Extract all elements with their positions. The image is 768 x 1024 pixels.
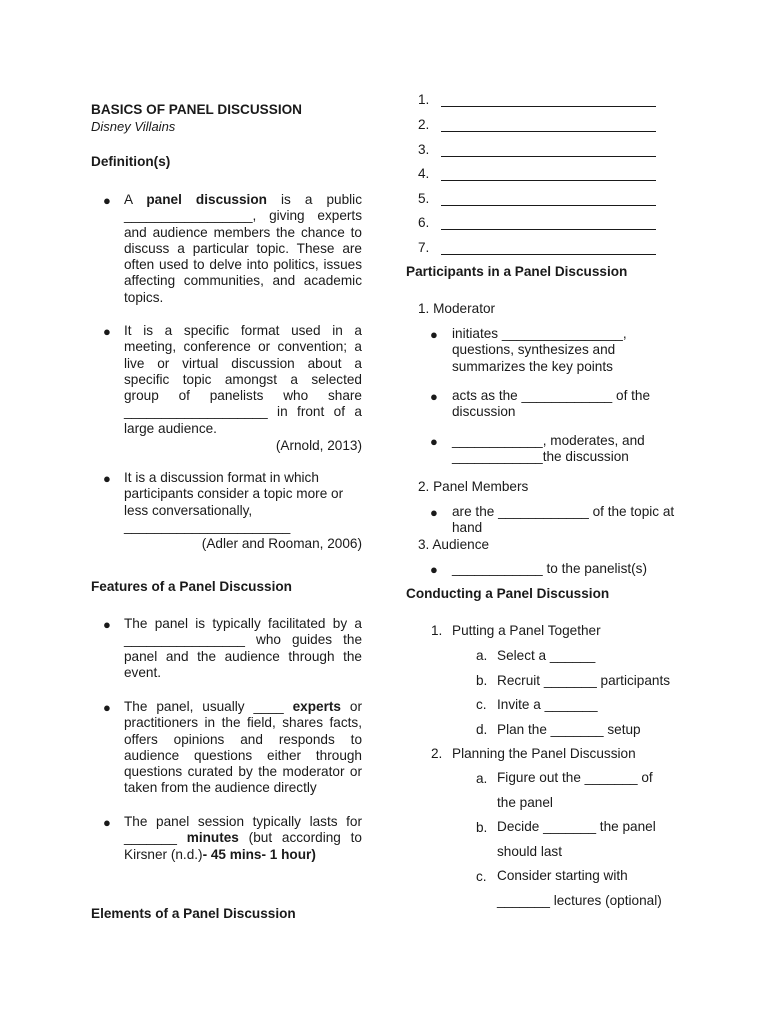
step-number: 1.	[431, 623, 443, 638]
bullet-icon: ●	[430, 562, 438, 577]
substep-letter: c.	[476, 697, 487, 712]
element-number: 4.	[418, 166, 430, 181]
citation: (Arnold, 2013)	[275, 438, 362, 453]
element-number: 2.	[418, 117, 430, 132]
answer-line	[441, 156, 656, 157]
panel-members-point: are the ____________ of the topic at hand	[452, 504, 675, 536]
feature-item-1: The panel is typically facilitated by a ________________ who guides the panel and the audience through the event.	[124, 616, 362, 680]
bullet-icon: ●	[103, 815, 111, 830]
definitions-heading: Definition(s)	[91, 154, 171, 169]
step-1-label: Putting a Panel Together	[452, 623, 601, 638]
definition-item-3: It is a discussion format in which participants consider a topic more or less conversationally, ______________________	[124, 470, 344, 534]
definition-item-2: It is a specific format used in a meeting, conference or convention; a live or virtual discussion about a specific topic amongst a selected group of panelists who share ___________________ in front of a large audience.	[124, 323, 362, 436]
substep-text: Invite a _______	[497, 697, 598, 712]
audience-label: 3. Audience	[418, 537, 490, 552]
answer-line	[441, 180, 656, 181]
panel-members-label: 2. Panel Members	[418, 479, 529, 494]
feature-item-2: The panel, usually ____ experts or practitioners in the field, shares facts, offers opinions and responds to audience questions either through questions curated by the moderator or taken from the audience directly	[124, 699, 362, 796]
bullet-icon: ●	[103, 324, 111, 339]
moderator-point-1: initiates ________________, questions, synthesizes and summarizes the key points	[452, 326, 627, 374]
moderator-point-2: acts as the ____________ of the discussion	[452, 388, 651, 420]
answer-line	[441, 229, 656, 230]
element-number: 3.	[418, 142, 430, 157]
substep-text: Decide _______ the panel should last	[497, 819, 656, 859]
moderator-label: 1. Moderator	[418, 301, 496, 316]
substep-letter: d.	[476, 722, 488, 737]
bullet-icon: ●	[103, 700, 111, 715]
substep-text: Consider starting with _______ lectures (optional)	[497, 868, 662, 908]
bullet-icon: ●	[103, 471, 111, 486]
citation: (Adler and Rooman, 2006)	[201, 536, 362, 551]
bullet-icon: ●	[103, 617, 111, 632]
answer-line	[441, 205, 656, 206]
element-number: 5.	[418, 191, 430, 206]
bullet-icon: ●	[430, 434, 438, 449]
substep-text: Figure out the _______ of the panel	[497, 770, 653, 810]
answer-line	[441, 106, 656, 107]
substep-letter: b.	[476, 673, 488, 688]
substep-letter: b.	[476, 820, 488, 835]
bullet-icon: ●	[430, 327, 438, 342]
feature-item-3: The panel session typically lasts for _______ minutes (but according to Kirsner (n.d.)- 45 mins- 1 hour)	[124, 814, 362, 862]
answer-line	[441, 254, 656, 255]
definition-item-1: A panel discussion is a public _________________, giving experts and audience members the chance to discuss a particular topic. These are often used to delve into politics, issues affecting communities, and academic topics.	[124, 192, 363, 305]
substep-text: Select a ______	[497, 648, 596, 663]
element-number: 1.	[418, 92, 430, 107]
bullet-icon: ●	[103, 193, 111, 208]
substep-letter: c.	[476, 869, 487, 884]
step-2-label: Planning the Panel Discussion	[452, 746, 636, 761]
bullet-icon: ●	[430, 505, 438, 520]
elements-heading: Elements of a Panel Discussion	[91, 906, 296, 921]
substep-text: Plan the _______ setup	[497, 722, 641, 737]
page-subtitle: Disney Villains	[91, 119, 176, 134]
substep-letter: a.	[476, 648, 488, 663]
element-number: 6.	[418, 215, 430, 230]
page-title: BASICS OF PANEL DISCUSSION	[91, 102, 302, 117]
participants-heading: Participants in a Panel Discussion	[406, 264, 628, 279]
conducting-heading: Conducting a Panel Discussion	[406, 586, 610, 601]
features-heading: Features of a Panel Discussion	[91, 579, 292, 594]
moderator-point-3: ____________, moderates, and ____________the discussion	[452, 433, 645, 465]
bullet-icon: ●	[430, 389, 438, 404]
substep-letter: a.	[476, 771, 488, 786]
answer-line	[441, 131, 656, 132]
step-number: 2.	[431, 746, 443, 761]
element-number: 7.	[418, 240, 430, 255]
audience-point: ____________ to the panelist(s)	[452, 561, 647, 576]
substep-text: Recruit _______ participants	[497, 673, 671, 688]
